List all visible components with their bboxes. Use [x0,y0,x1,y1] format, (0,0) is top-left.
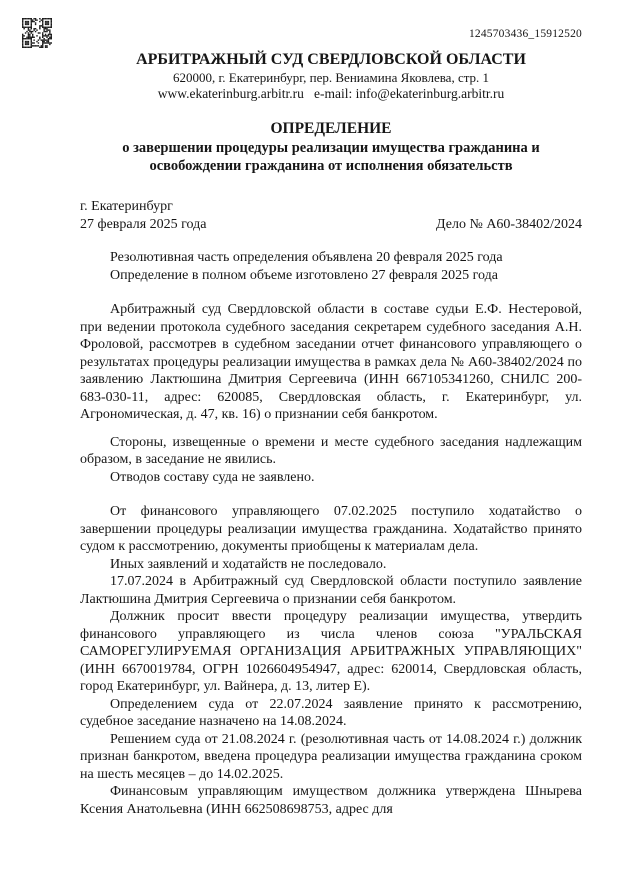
resolution-note-full-text: Определение в полном объеме изготовлено 27 февраля 2025 года [110,267,498,283]
body-paragraph: Финансовым управляющим имуществом должника утверждена Шнырева Ксения Анатольевна (ИНН 662508698753, адрес для [80,784,582,817]
document-id: 1245703436_15912520 [468,28,582,40]
hearing-city: г. Екатеринбург [80,199,173,214]
qr-code-icon [22,18,52,48]
body-paragraph: Арбитражный суд Свердловской области в составе судьи Е.Ф. Нестеровой, при ведении протокола судебного заседания секретарем судебного заседания А.Н. Фроловой, рассмотрев в судебном заседании отчет финансового управляющего о результатах процедуры реализации имущества в рамках дела № А60-38402/2024 по заявлению Лактюшина Дмитрия Сергеевича (ИНН 667105341260, СНИЛС 200-683-030-11, адрес: 620085, Свердловская область, г. Екатеринбург, ул. Агрономическая, д. 47, кв. 16) о признании себя банкротом. [80,302,582,422]
body-paragraph: Отводов составу суда не заявлено. [110,469,315,485]
case-meta [80,198,582,233]
document-subtitle-line1: о завершении процедуры реализации имущества гражданина и [122,140,540,156]
decision-date: 27 февраля 2025 года [80,216,207,232]
resolution-note-announced: Резолютивная часть определения объявлена 20 февраля 2025 года [110,250,503,265]
case-number: Дело № А60-38402/2024 [436,216,582,232]
body-paragraph: Определением суда от 22.07.2024 заявление принято к рассмотрению, судебное заседание назначено на 14.08.2024. [80,696,582,729]
document-content [0,198,622,818]
body-paragraph: Стороны, извещенные о времени и месте судебного заседания надлежащим образом, в заседание не явились. [80,434,582,467]
resolution-notes [80,249,582,284]
title-block [0,120,622,175]
court-address: 620000, г. Екатеринбург, пер. Вениамина Яковлева, стр. 1 [172,70,490,85]
body-paragraph: От финансового управляющего 07.02.2025 поступило ходатайство о завершении процедуры реализации имущества гражданина. Ходатайство принято судом к рассмотрению, документы приобщены к материалам дела. [80,504,582,554]
document-subtitle-line2: освобождении гражданина от исполнения обязательств [149,157,513,174]
body-paragraph: Решением суда от 21.08.2024 г. (резолютивная часть от 14.08.2024 г.) должник признан банкротом, введена процедура реализации имущества гражданина сроком на шесть месяцев – до 14.02.2025. [80,731,582,782]
court-name: АРБИТРАЖНЫЙ СУД СВЕРДЛОВСКОЙ ОБЛАСТИ [136,51,526,68]
document-title: ОПРЕДЕЛЕНИЕ [270,120,392,137]
court-contacts: www.ekaterinburg.arbitr.ru e-mail: info@ekaterinburg.arbitr.ru [157,86,505,101]
court-header [0,50,622,102]
body-paragraph: 17.07.2024 в Арбитражный суд Свердловской области поступило заявление Лактюшина Дмитрия Сергеевича о признании себя банкротом. [80,574,582,607]
body-paragraph: Должник просит ввести процедуру реализации имущества, утвердить финансового управляющего из числа членов союза "УРАЛЬСКАЯ САМОРЕГУЛИРУЕМАЯ ОРГАНИЗАЦИЯ АРБИТРАЖНЫХ УПРАВЛЯЮЩИХ" (ИНН 6670019784, ОГРН 1026604954947, адрес: 620014, Свердловская область, город Екатеринбург, ул. Вайнера, д. 13, литер Е). [80,609,582,694]
body-paragraph: Иных заявлений и ходатайств не последовало. [110,556,387,572]
